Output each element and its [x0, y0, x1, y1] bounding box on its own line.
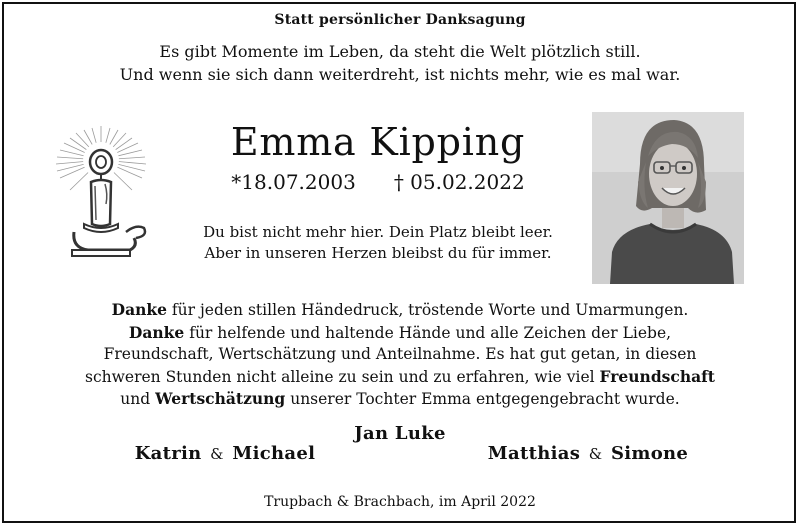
place-and-date: Trupbach & Brachbach, im April 2022: [264, 494, 536, 510]
signature-name: Katrin: [134, 443, 202, 464]
signature-name: Michael: [232, 443, 316, 464]
intro-text: [0, 40, 800, 86]
birth-date: *18.07.2003: [231, 170, 356, 194]
thanks-text: und: [120, 390, 156, 408]
ampersand: &: [210, 445, 224, 463]
verse-line-2: Aber in unseren Herzen bleibst du für immer.: [204, 244, 552, 262]
signature-parents-1: [100, 443, 350, 464]
death-date: † 05.02.2022: [393, 170, 525, 194]
thanks-text: für helfende und haltende Hände und alle Zeichen der Liebe,: [184, 323, 672, 342]
candle-in-holder-icon: [48, 124, 154, 264]
thanks-line-1: [60, 299, 740, 322]
signature-child: Jan Luke: [354, 423, 446, 444]
intro-line-1: Es gibt Momente im Leben, da steht die Welt plötzlich still.: [159, 42, 641, 61]
portrait-photo: [592, 112, 744, 284]
thanks-line-5: [60, 388, 740, 411]
life-dates: [178, 170, 578, 194]
signature-name: Matthias: [487, 443, 581, 464]
memorial-verse: [178, 222, 578, 264]
deceased-name: Emma Kipping: [230, 120, 526, 164]
thanks-paragraph: [60, 299, 740, 411]
ampersand: &: [588, 445, 603, 463]
thanks-text: schweren Stunden nicht alleine zu sein und zu erfahren, wie viel: [85, 367, 600, 386]
thanks-text: unserer Tochter Emma entgegengebracht wurde.: [285, 390, 680, 408]
thanks-emphasis: Danke: [111, 300, 167, 319]
verse-line-1: Du bist nicht mehr hier. Dein Platz bleibt leer.: [203, 223, 553, 241]
thanks-line-3: Freundschaft, Wertschätzung und Anteilnahme. Es hat gut getan, in diesen: [103, 345, 697, 363]
intro-line-2: Und wenn sie sich dann weiterdreht, ist nichts mehr, wie es mal war.: [119, 65, 681, 84]
thanks-emphasis: Freundschaft: [599, 366, 715, 386]
signature-parents-2: [460, 443, 716, 464]
thanks-emphasis: Danke: [128, 322, 185, 342]
thanks-line-4: [60, 366, 740, 389]
thanks-text: für jeden stillen Händedruck, tröstende Worte und Umarmungen.: [167, 301, 689, 319]
signature-name: Simone: [610, 443, 689, 464]
thanks-line-2: [60, 322, 740, 345]
thanks-emphasis: Wertschätzung: [155, 389, 286, 408]
notice-heading: Statt persönlicher Danksagung: [274, 12, 526, 28]
